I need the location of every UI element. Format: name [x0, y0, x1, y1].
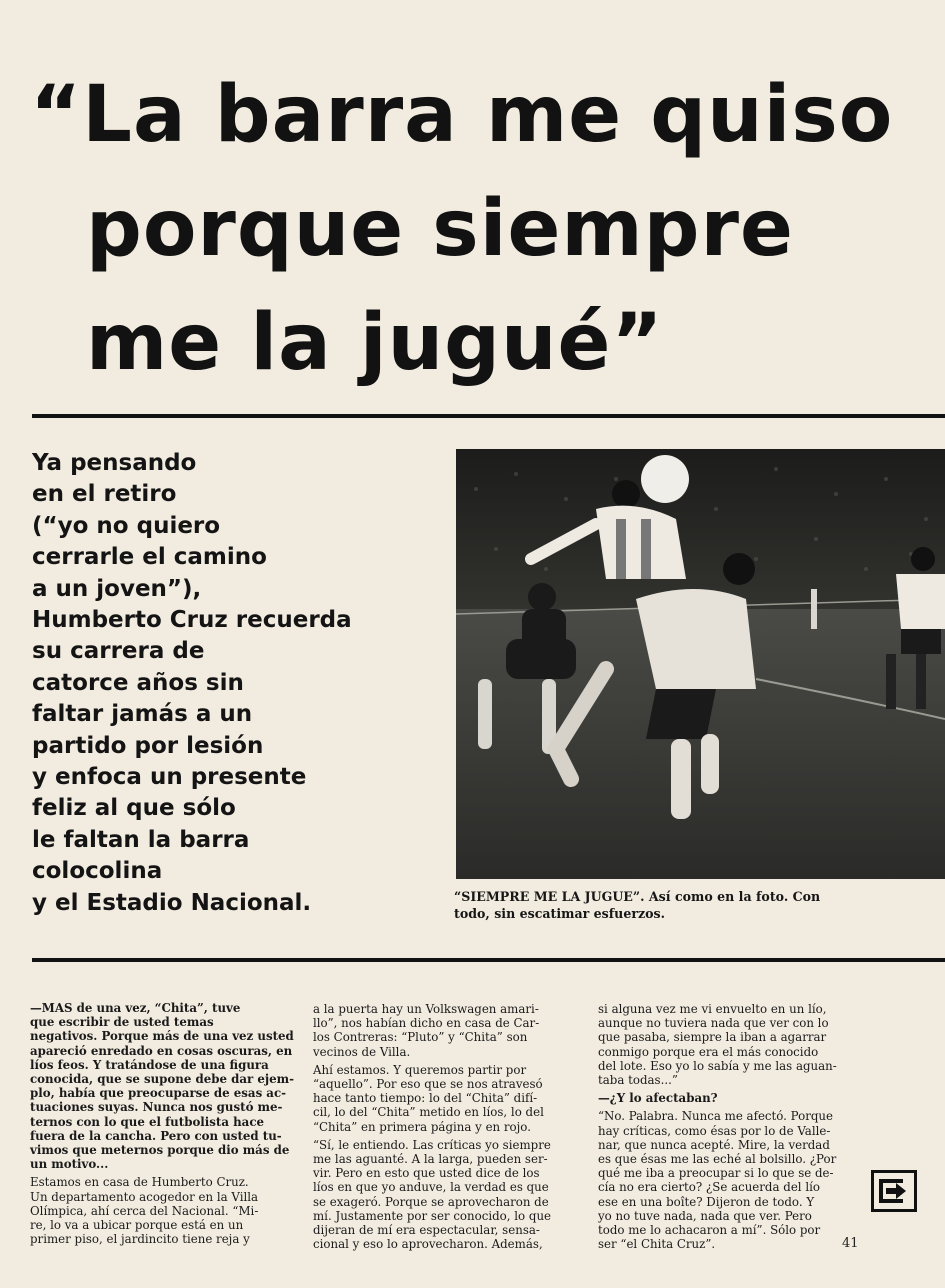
- body-line: Ahí estamos. Y queremos partir por: [313, 1062, 527, 1077]
- body-paragraph: [30, 1175, 308, 1246]
- deck-line: en el retiro: [32, 481, 177, 508]
- article-column-2: [313, 1002, 585, 1255]
- headline-line-3: me la jugué”: [86, 298, 664, 388]
- continue-arrow-icon: [871, 1170, 917, 1212]
- body-paragraph: [598, 1002, 873, 1087]
- body-line: qué me iba a preocupar si lo que se de-: [598, 1166, 834, 1181]
- deck-line: catorce años sin: [32, 669, 244, 696]
- body-line: hay críticas, como ésas por lo de Valle-: [598, 1123, 831, 1138]
- football-photo-illustration: [456, 449, 945, 879]
- body-line: “aquello”. Por eso que se nos atravesó: [313, 1077, 543, 1092]
- deck-line: (“yo no quiero: [32, 512, 221, 539]
- article-column-1: [30, 1001, 308, 1250]
- body-line: nar, que nunca acepté. Mire, la verdad: [598, 1137, 830, 1152]
- body-line: mí. Justamente por ser conocido, lo que: [313, 1208, 552, 1223]
- body-line: tuaciones suyas. Nunca nos gustó me-: [30, 1100, 283, 1115]
- football-photo: [456, 449, 945, 879]
- deck-line: partido por lesión: [32, 732, 264, 759]
- body-line: cía no era cierto? ¿Se acuerda del lío: [598, 1180, 820, 1195]
- body-line: primer piso, el jardincito tiene reja y: [30, 1232, 250, 1247]
- photo-caption: [454, 888, 874, 922]
- body-line: los Contreras: “Pluto” y “Chita” son: [313, 1030, 528, 1045]
- deck-line: Ya pensando: [32, 450, 197, 476]
- body-paragraph: [313, 1063, 585, 1134]
- body-line: hace tanto tiempo: lo del “Chita” difí-: [313, 1091, 538, 1106]
- deck-line: a un joven”),: [32, 575, 202, 602]
- body-line: apareció enredado en cosas oscuras, en: [30, 1043, 293, 1058]
- body-line: plo, había que preocuparse de esas ac-: [30, 1086, 287, 1101]
- body-paragraph: [598, 1109, 873, 1251]
- body-line: Olímpica, ahí cerca del Nacional. “Mi-: [30, 1203, 259, 1218]
- body-line: vimos que meternos porque dio más de: [30, 1143, 290, 1158]
- body-line: ese en una boîte? Dijeron de todo. Y: [598, 1194, 815, 1209]
- caption-line-1: “SIEMPRE ME LA JUGUE”. Así como en la foto. Con: [454, 889, 821, 904]
- body-line: conmigo porque era el más conocido: [598, 1044, 819, 1059]
- body-line: si alguna vez me vi envuelto en un lío,: [598, 1002, 827, 1016]
- middle-divider: [32, 958, 945, 962]
- headline-line-2: porque siempre: [86, 184, 794, 274]
- body-line: se exageró. Porque se aprovecharon de: [313, 1194, 549, 1209]
- body-line: fuera de la cancha. Pero con usted tu-: [30, 1128, 282, 1143]
- body-line: cional y eso lo aprovecharon. Además,: [313, 1237, 543, 1252]
- body-line: Un departamento acogedor en la Villa: [30, 1189, 259, 1204]
- body-paragraph: [313, 1138, 585, 1252]
- body-line: “Sí, le entiendo. Las críticas yo siempre: [313, 1137, 551, 1152]
- intro-paragraph: [30, 1001, 308, 1171]
- body-line: un motivo...: [30, 1157, 109, 1172]
- body-line: del lote. Eso yo lo sabía y me las aguan-: [598, 1058, 837, 1073]
- headline-line-1: “La barra me quiso: [30, 70, 894, 160]
- top-divider: [32, 414, 945, 418]
- body-paragraph: [313, 1002, 585, 1059]
- body-line: a la puerta hay un Volkswagen amari-: [313, 1002, 539, 1016]
- body-line: —MAS de una vez, “Chita”, tuve: [30, 1001, 241, 1015]
- body-line: cil, lo del “Chita” metido en líos, lo del: [313, 1105, 544, 1120]
- caption-line-2: todo, sin escatimar esfuerzos.: [454, 906, 665, 921]
- body-line: líos feos. Y tratándose de una figura: [30, 1057, 269, 1072]
- body-line: vir. Pero en esto que usted dice de los: [313, 1166, 540, 1181]
- body-line: ser “el Chita Cruz”.: [598, 1237, 716, 1252]
- body-line: todo me lo achacaron a mí”. Sólo por: [598, 1223, 821, 1238]
- body-line: me las aguanté. A la larga, pueden ser-: [313, 1152, 548, 1167]
- body-line: conocida, que se supone debe dar ejem-: [30, 1072, 294, 1087]
- deck-line: y el Estadio Nacional.: [32, 889, 312, 916]
- body-line: “No. Palabra. Nunca me afectó. Porque: [598, 1109, 833, 1124]
- body-line: ternos con lo que el futbolista hace: [30, 1114, 265, 1129]
- body-line: “Chita” en primera página y en rojo.: [313, 1119, 531, 1134]
- body-line: líos en que yo anduve, la verdad es que: [313, 1180, 549, 1195]
- body-line: re, lo va a ubicar porque está en un: [30, 1218, 244, 1233]
- interview-question: —¿Y lo afectaban?: [598, 1091, 718, 1106]
- body-line: Estamos en casa de Humberto Cruz.: [30, 1175, 249, 1190]
- deck-line: su carrera de: [32, 638, 205, 665]
- body-line: yo no tuve nada, nada que ver. Pero: [598, 1208, 812, 1223]
- deck-line: feliz al que sólo: [32, 795, 236, 822]
- body-line: que pasaba, siempre la iban a agarrar: [598, 1030, 827, 1045]
- continue-arrow-icon-graphic: [874, 1173, 914, 1209]
- body-line: taba todas...”: [598, 1073, 678, 1088]
- deck-line: le faltan la barra: [32, 826, 250, 853]
- body-line: que escribir de usted temas: [30, 1015, 214, 1030]
- article-column-3: [598, 1002, 873, 1255]
- deck-line: Humberto Cruz recuerda: [32, 607, 352, 634]
- deck-intro: [32, 448, 452, 919]
- body-line: negativos. Porque más de una vez usted: [30, 1029, 294, 1044]
- body-line: es que ésas me las eché al bolsillo. ¿Por: [598, 1152, 837, 1167]
- body-line: aunque no tuviera nada que ver con lo: [598, 1016, 829, 1031]
- deck-line: y enfoca un presente: [32, 764, 307, 791]
- body-line: vecinos de Villa.: [313, 1044, 411, 1059]
- deck-line: cerrarle el camino: [32, 544, 267, 571]
- body-line: dijeran de mí era espectacular, sensa-: [313, 1223, 540, 1238]
- deck-line: colocolina: [32, 858, 163, 885]
- page-number: 41: [842, 1236, 859, 1251]
- body-line: llo”, nos habían dicho en casa de Car-: [313, 1016, 540, 1031]
- headline: [30, 58, 930, 400]
- deck-line: faltar jamás a un: [32, 701, 253, 728]
